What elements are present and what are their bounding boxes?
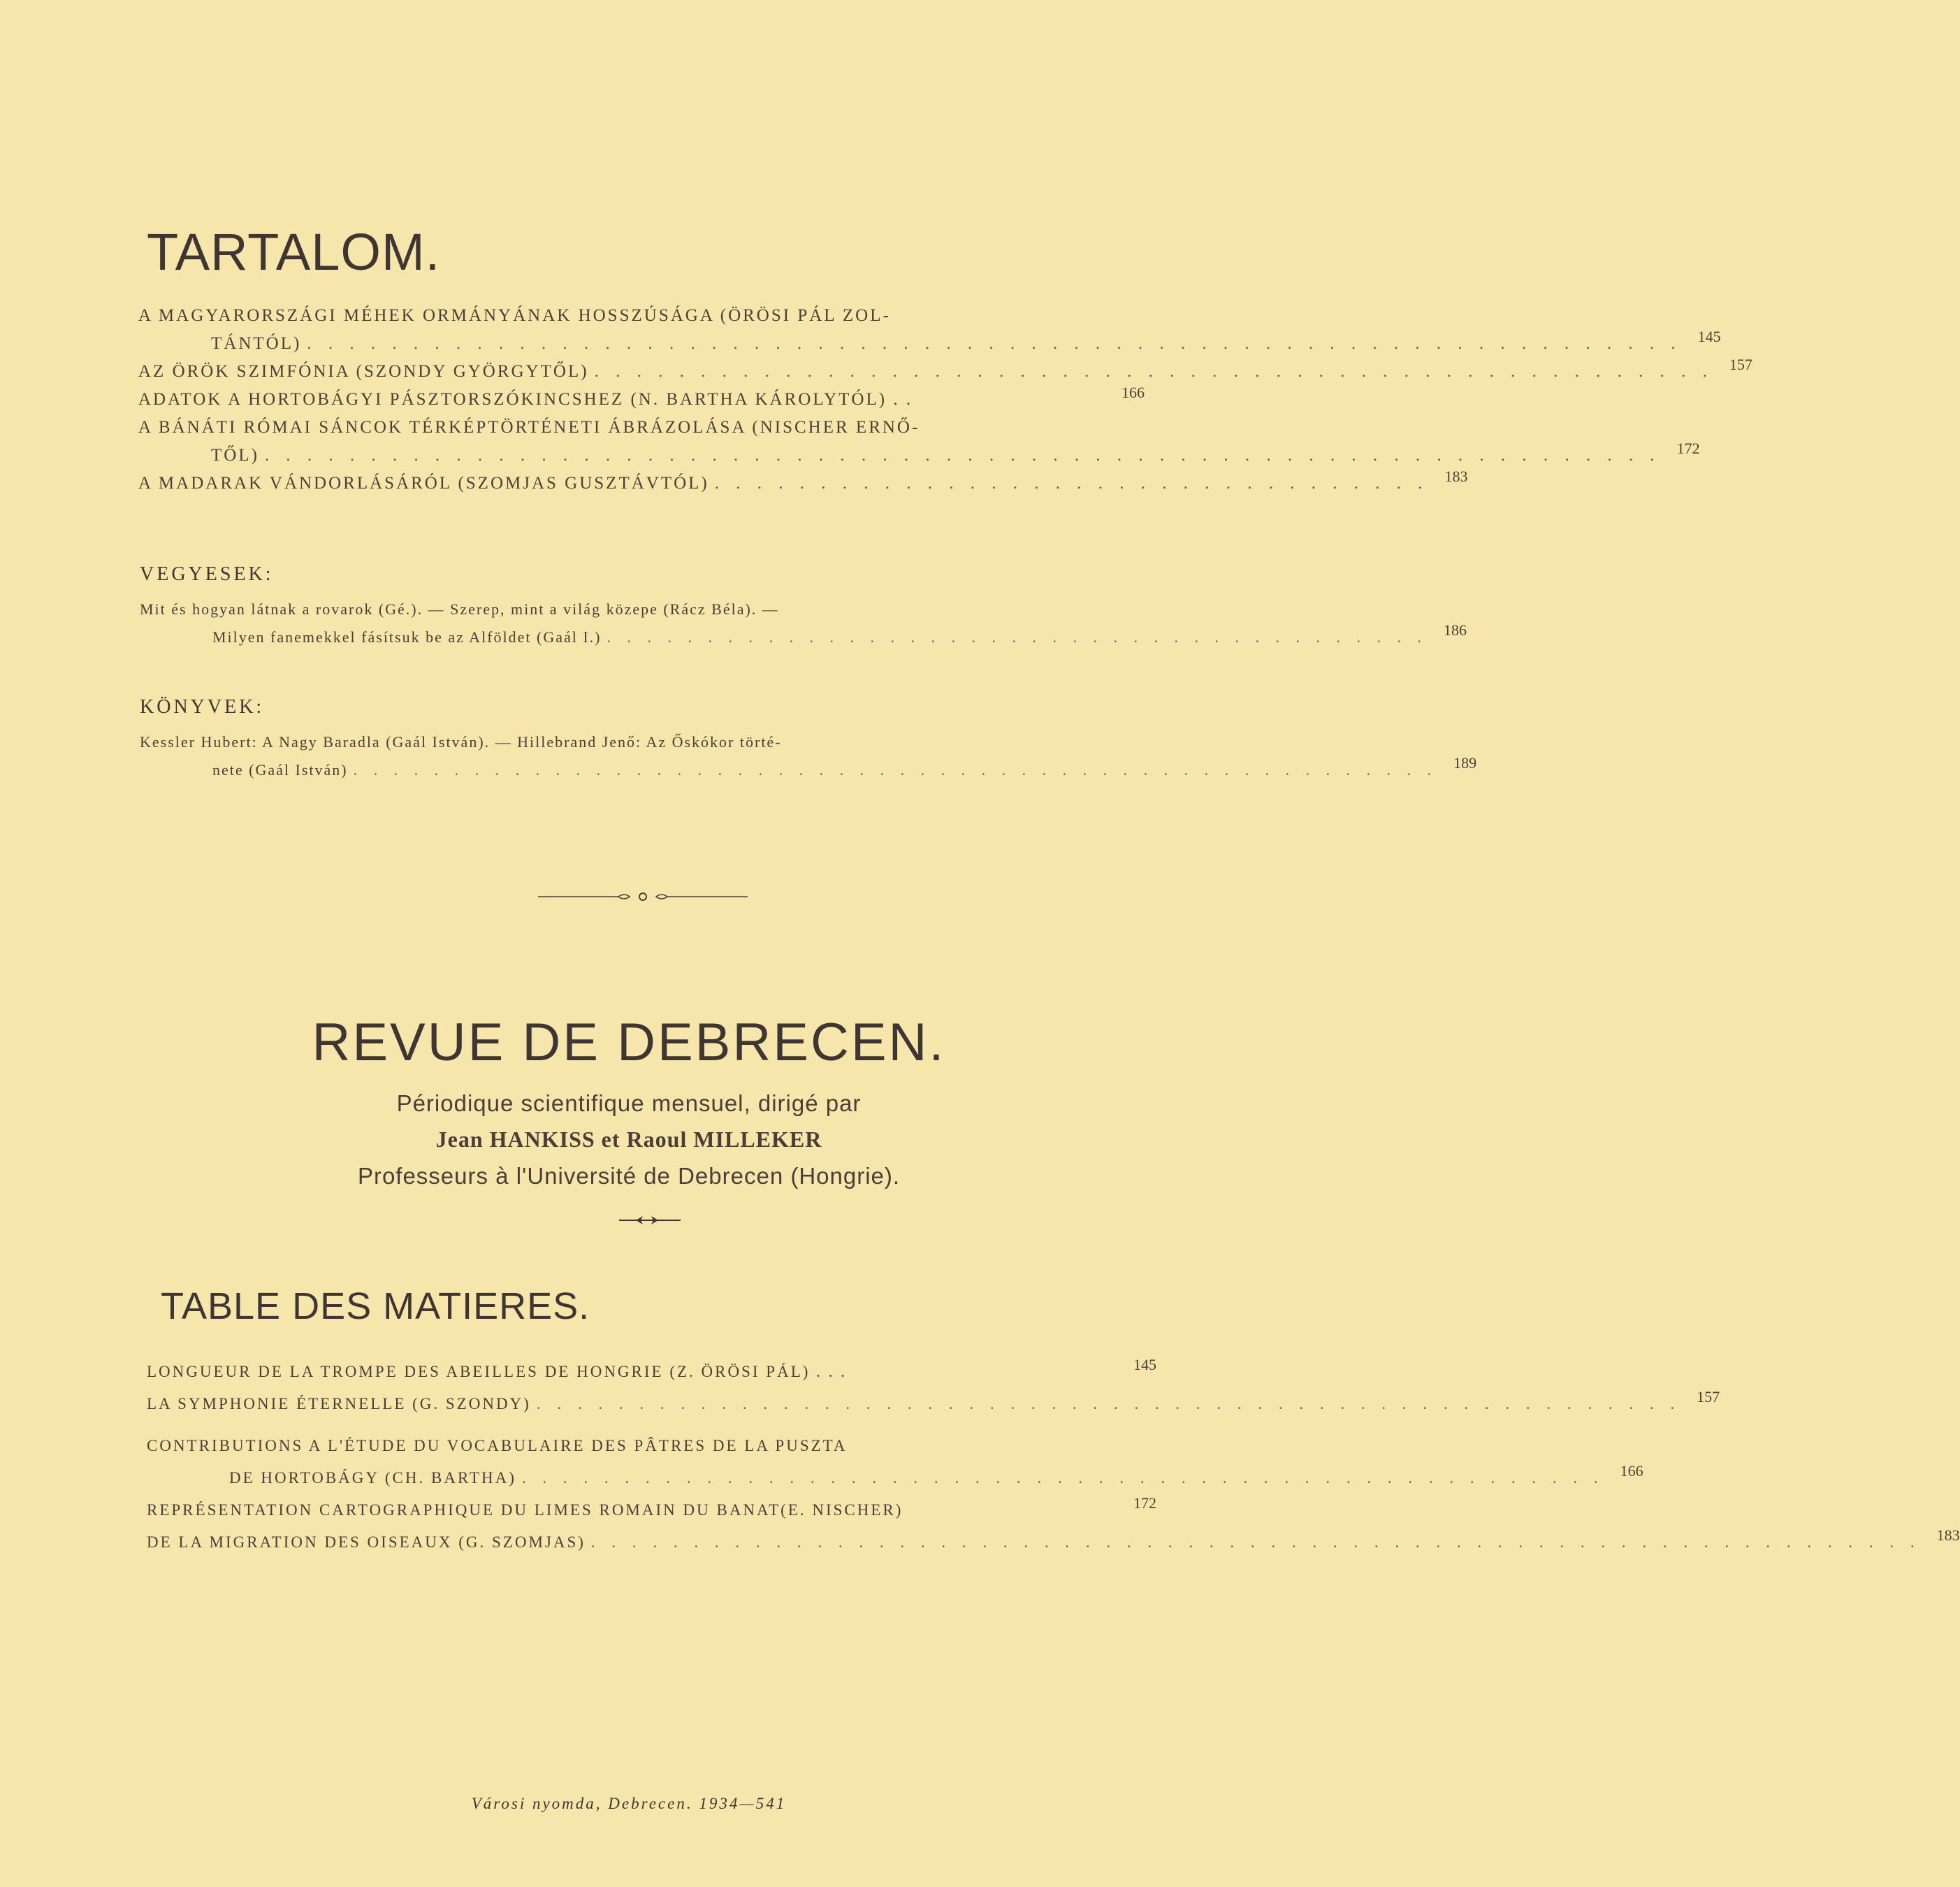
fr-contents-title: TABLE DES MATIERES. [161,1285,590,1327]
hu-toc-entry-leader [138,386,1145,414]
hu-toc-entry-text: A BÁNÁTI RÓMAI SÁNCOK TÉRKÉPTÖRTÉNETI ÁBRÁZOLÁSA (NISCHER ERNŐ- [138,418,920,437]
fr-toc-entry [147,1356,1156,1388]
konyvek-section [140,728,1477,784]
konyvek-page-number: 189 [1453,754,1477,772]
konyvek-line: Kessler Hubert: A Nagy Baradla (Gaál István). — Hillebrand Jenő: Az Őskókor törté- [140,733,782,751]
divider-ornament [538,886,748,907]
hu-toc-entry-text: TÁNTÓL) [211,334,302,353]
hu-toc-entry-leader [138,328,1721,358]
hu-toc-entry [138,302,1721,358]
hu-toc-entry [138,356,1752,386]
small-ornament [615,1213,685,1227]
hu-toc-entry-leader [138,468,1468,498]
hu-toc-page-number: 172 [1676,440,1700,457]
fr-contents-list [147,1356,1960,1559]
dot-leader: . . . . . . . . . . . . . . . . . . . . . . . . . . . . . . . . . . . . . . . . . . . . . . . . . . . . . . . . . . . . . . . . . [590,1533,1921,1551]
hu-toc-entry-text: ADATOK A HORTOBÁGYI PÁSZTORSZÓKINCSHEZ (N. BARTHA KÁROLYTÓL) . . [138,390,913,409]
dot-leader: . . . . . . . . . . . . . . . . . . . . . . . . . . . . . . . . . . [714,474,1429,493]
vegyesek-section [140,595,1467,651]
hu-toc-entry-text: A MAGYARORSZÁGI MÉHEK ORMÁNYÁNAK HOSSZÚSÁGA (ÖRÖSI PÁL ZOL- [138,306,891,325]
fr-toc-entry-text: DE LA MIGRATION DES OISEAUX (G. SZOMJAS) [147,1533,586,1551]
hu-toc-entry-leader [138,440,1700,470]
vegyesek-line: Mit és hogyan látnak a rovarok (Gé.). — Szerep, mint a világ közepe (Rácz Béla). — [140,600,779,618]
revue-subtitle: Périodique scientifique mensuel, dirigé par [396,1090,862,1116]
hu-toc-page-number: 166 [1121,384,1145,401]
dot-leader: . . . . . . . . . . . . . . . . . . . . . . . . . . . . . . . . . . . . . . . . . . . . . . . . . . . . . . . . . . . . . . . . . [307,334,1682,353]
hu-toc-entry-text: TŐL) [211,446,259,465]
konyvek-line: nete (Gaál István) [212,761,348,779]
fr-toc-page-number: 166 [1620,1462,1643,1480]
fr-toc-entry-text: DE HORTOBÁGY (CH. BARTHA) [229,1469,516,1487]
hu-toc-page-number: 157 [1729,356,1752,373]
dot-leader: . . . . . . . . . . . . . . . . . . . . . . . . . . . . . . . . . . . . . . . . . . . . . . . . . . . . . . [353,761,1438,779]
hu-toc-entry-text: A MADARAK VÁNDORLÁSÁRÓL (SZOMJAS GUSZTÁVTÓL) [138,474,709,493]
hu-toc-page-number: 145 [1697,328,1721,345]
hu-toc-entry-text: AZ ÖRÖK SZIMFÓNIA (SZONDY GYÖRGYTŐL) [138,362,589,381]
vegyesek-page-number: 186 [1444,621,1467,639]
fr-toc-entry [147,1526,1960,1559]
fr-toc-page-number: 145 [1133,1356,1156,1373]
fr-toc-entry-text: LA SYMPHONIE ÉTERNELLE (G. SZONDY) [147,1395,531,1412]
dot-leader: . . . . . . . . . . . . . . . . . . . . . . . . . . . . . . . . . . . . . . . . . . . . . . . . . . . . . . . . . . . . . . . . . . [264,446,1661,465]
fr-toc-page-number: 172 [1133,1494,1156,1512]
fr-toc-entry-text: CONTRIBUTIONS A L'ÉTUDE DU VOCABULAIRE DES PÂTRES DE LA PUSZTA [147,1437,848,1454]
fr-toc-page-number: 157 [1697,1388,1720,1405]
revue-editors: Jean HANKISS et Raoul MILLEKER [435,1127,822,1152]
revue-title: REVUE DE DEBRECEN. [312,1013,946,1072]
dot-leader: . . . . . . . . . . . . . . . . . . . . . . . . . . . . . . . . . . . . . . . . . . . . . . . . . . . . . [594,362,1713,381]
dot-leader: . . . . . . . . . . . . . . . . . . . . . . . . . . . . . . . . . . . . . . . . . . . . . . . . . . . . . [521,1469,1604,1487]
revue-affiliation: Professeurs à l'Université de Debrecen (Hongrie). [357,1163,901,1189]
fr-toc-entry [147,1494,1156,1526]
hu-toc-entry [138,468,1468,498]
fr-toc-entry [147,1462,1643,1494]
dot-leader: . . . . . . . . . . . . . . . . . . . . . . . . . . . . . . . . . . . . . . . . . [607,628,1428,646]
printer-imprint: Városi nyomda, Debrecen. 1934—541 [471,1795,787,1812]
konyvek-heading: KÖNYVEK: [140,696,265,718]
hu-toc-entry-leader [138,356,1752,386]
dot-leader: . . . . . . . . . . . . . . . . . . . . . . . . . . . . . . . . . . . . . . . . . . . . . . . . . . . . . . . . [536,1395,1681,1412]
hu-contents-list [138,302,1752,498]
vegyesek-heading: VEGYESEK: [140,563,274,585]
hu-toc-entry [138,386,1145,414]
fr-toc-entry-text: REPRÉSENTATION CARTOGRAPHIQUE DU LIMES ROMAIN DU BANAT(E. NISCHER) [147,1501,903,1519]
fr-toc-entry-text: LONGUEUR DE LA TROMPE DES ABEILLES DE HONGRIE (Z. ÖRÖSI PÁL) . . . [147,1363,847,1380]
vegyesek-leader [140,621,1467,651]
vegyesek-line: Milyen fanemekkel fásítsuk be az Alföldet (Gaál I.) [212,628,602,646]
hu-toc-page-number: 183 [1444,468,1468,485]
hu-contents-title: TARTALOM. [147,223,441,281]
hu-toc-entry [138,414,1700,470]
konyvek-leader [140,754,1477,784]
fr-toc-page-number: 183 [1936,1526,1960,1544]
fr-toc-entry [147,1388,1720,1420]
